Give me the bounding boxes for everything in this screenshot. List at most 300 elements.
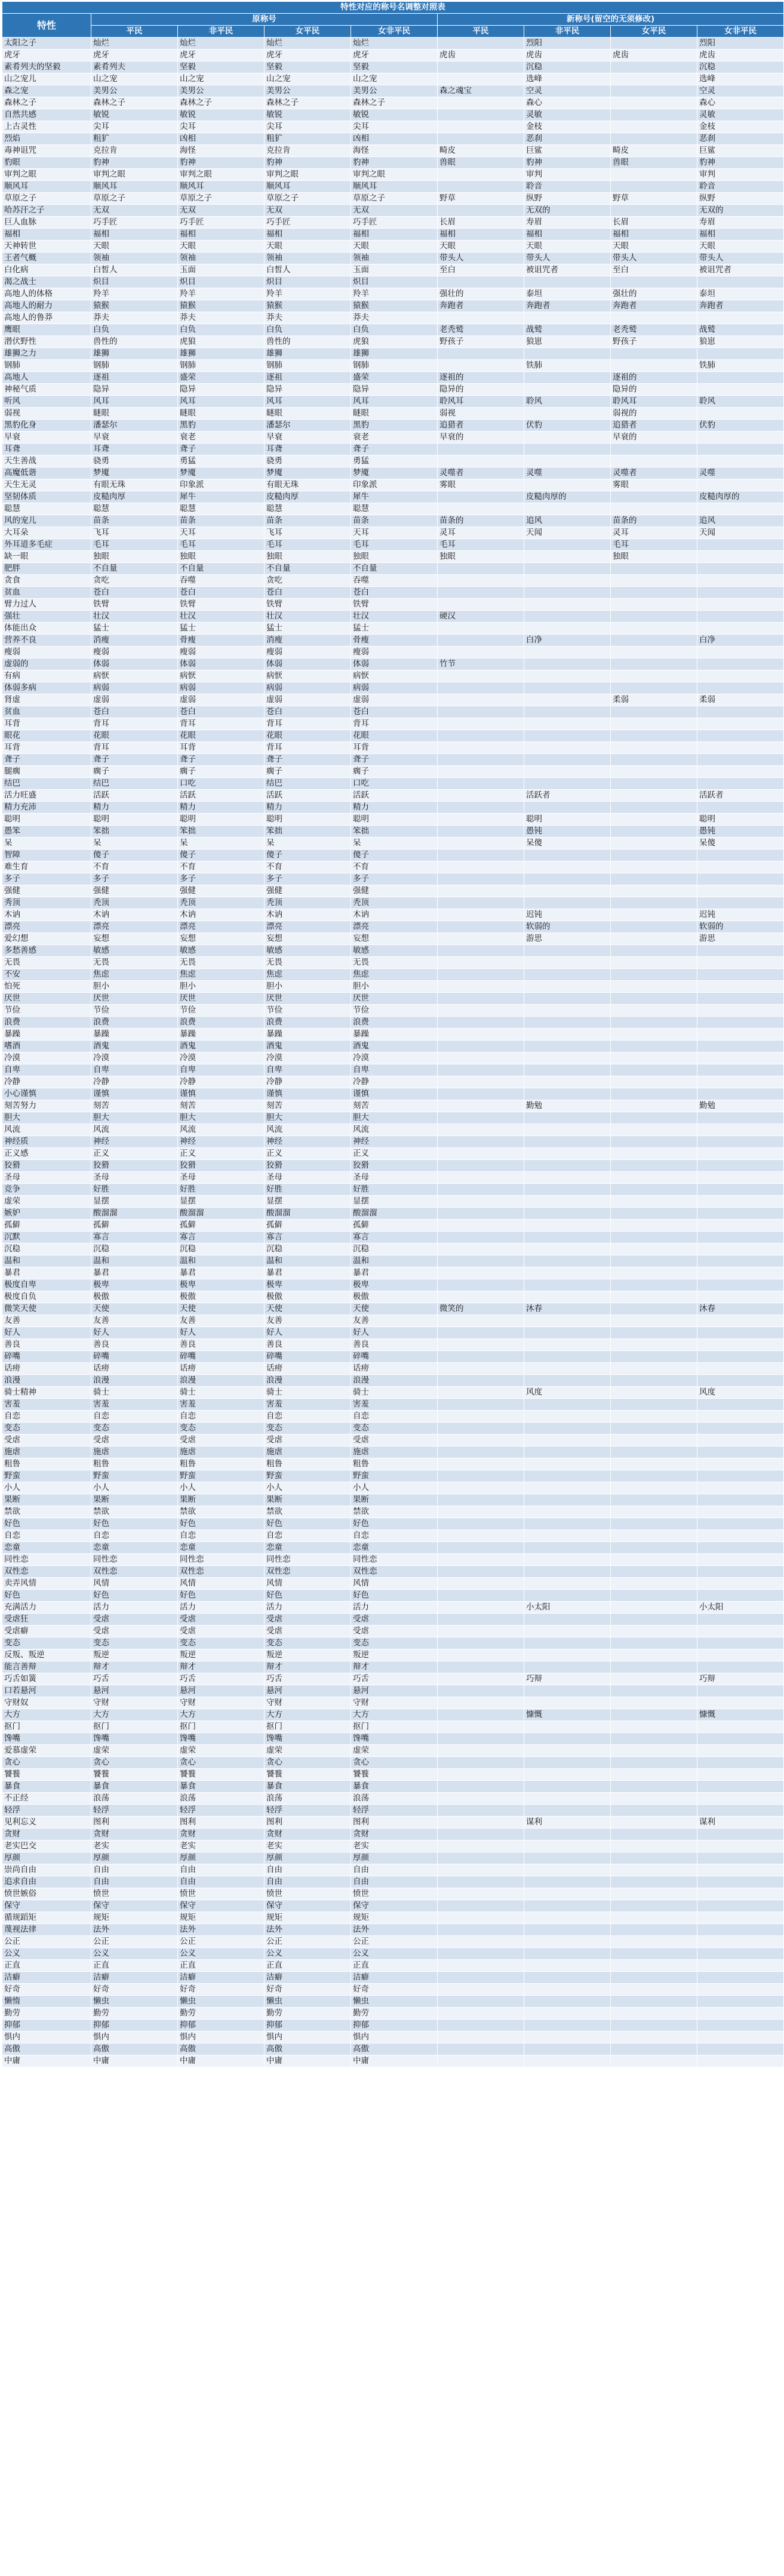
- title-cell: 独眼: [265, 551, 351, 563]
- trait-name-cell: 自恋: [2, 1530, 91, 1542]
- title-cell: 愚钝: [524, 826, 611, 838]
- title-cell: 逐祖的: [438, 372, 524, 384]
- title-cell: 瞇眼: [265, 408, 351, 420]
- title-cell: [524, 850, 611, 861]
- title-cell: [611, 575, 697, 587]
- column-header: 女非平民: [351, 26, 438, 38]
- title-cell: 风耳: [265, 396, 351, 408]
- title-cell: [524, 969, 611, 981]
- trait-name-cell: 愚笨: [2, 826, 91, 838]
- table-row: [2, 1924, 784, 1936]
- title-cell: [611, 1339, 697, 1351]
- title-cell: 虎齿: [438, 50, 524, 61]
- title-cell: 逐祖的: [611, 372, 697, 384]
- title-cell: 漂亮: [265, 921, 351, 933]
- title-cell: 骁勇: [265, 456, 351, 467]
- title-cell: [438, 1100, 524, 1112]
- table-row: [2, 1470, 784, 1482]
- title-cell: [611, 276, 697, 288]
- title-cell: 早衰: [91, 432, 178, 444]
- title-cell: 辩才: [265, 1661, 351, 1673]
- title-cell: [438, 1602, 524, 1614]
- title-cell: 铁肺: [524, 360, 611, 372]
- title-cell: 聪明: [91, 814, 178, 826]
- title-cell: 受虐: [351, 1435, 438, 1447]
- title-cell: 苍白: [178, 706, 265, 718]
- title-cell: 灵耳: [611, 527, 697, 539]
- title-cell: 瘸子: [265, 766, 351, 778]
- title-cell: [524, 1960, 611, 1972]
- title-cell: 风流: [91, 1124, 178, 1136]
- title-cell: [438, 1685, 524, 1697]
- title-cell: [438, 838, 524, 850]
- title-cell: 雾眼: [438, 479, 524, 491]
- title-cell: 顺风耳: [265, 181, 351, 193]
- title-cell: [697, 1518, 784, 1530]
- title-cell: 花眼: [178, 730, 265, 742]
- trait-name-cell: 极度自负: [2, 1291, 91, 1303]
- title-cell: [438, 1996, 524, 2008]
- title-cell: 浪荡: [265, 1793, 351, 1805]
- title-cell: 隐异: [178, 384, 265, 396]
- title-cell: 毛耳: [438, 539, 524, 551]
- trait-name-cell: 潜伏野性: [2, 336, 91, 348]
- title-cell: 自由: [265, 1876, 351, 1888]
- trait-name-cell: 自卑: [2, 1064, 91, 1076]
- title-cell: [697, 479, 784, 491]
- title-cell: [611, 1769, 697, 1781]
- trait-name-cell: 难生育: [2, 861, 91, 873]
- title-cell: [697, 599, 784, 611]
- title-cell: [524, 623, 611, 635]
- title-cell: [611, 1912, 697, 1924]
- title-cell: [524, 1232, 611, 1244]
- title-cell: [611, 647, 697, 658]
- title-cell: 浪荡: [178, 1793, 265, 1805]
- title-cell: 巧舌: [178, 1673, 265, 1685]
- title-cell: 敏感: [351, 945, 438, 957]
- title-cell: 冷漠: [351, 1052, 438, 1064]
- title-cell: [438, 2008, 524, 2020]
- title-cell: [697, 1052, 784, 1064]
- table-row: [2, 97, 784, 109]
- title-cell: 漂亮: [351, 921, 438, 933]
- title-cell: [611, 1924, 697, 1936]
- title-cell: [524, 1351, 611, 1363]
- title-cell: 瘦弱: [91, 647, 178, 658]
- title-cell: 莽夫: [178, 312, 265, 324]
- title-cell: [438, 945, 524, 957]
- title-cell: [524, 587, 611, 599]
- trait-name-cell: 多子: [2, 873, 91, 885]
- title-cell: [438, 1805, 524, 1817]
- table-row: [2, 658, 784, 670]
- title-cell: 变态: [178, 1638, 265, 1649]
- title-cell: 好色: [178, 1518, 265, 1530]
- title-cell: [697, 1148, 784, 1160]
- table-row: [2, 73, 784, 85]
- title-cell: [697, 1649, 784, 1661]
- title-cell: [524, 658, 611, 670]
- title-cell: 畸皮: [438, 145, 524, 157]
- title-cell: 聆风耳: [611, 396, 697, 408]
- title-cell: [611, 1088, 697, 1100]
- title-cell: 受虐: [351, 1626, 438, 1638]
- title-cell: [611, 1793, 697, 1805]
- title-cell: 浪费: [178, 1017, 265, 1029]
- trait-name-cell: 结巴: [2, 778, 91, 790]
- table-row: [2, 1876, 784, 1888]
- title-cell: 碎嘴: [265, 1351, 351, 1363]
- title-cell: [438, 1829, 524, 1841]
- title-cell: [524, 873, 611, 885]
- title-cell: [611, 1291, 697, 1303]
- title-cell: [524, 1435, 611, 1447]
- trait-name-cell: 呆: [2, 838, 91, 850]
- title-cell: [438, 2032, 524, 2043]
- table-row: [2, 1554, 784, 1566]
- title-cell: [697, 1076, 784, 1088]
- title-cell: 轻浮: [91, 1805, 178, 1817]
- title-cell: [524, 1076, 611, 1088]
- title-cell: 聪慧: [351, 503, 438, 515]
- title-cell: 毛耳: [351, 539, 438, 551]
- title-cell: 苍白: [351, 587, 438, 599]
- title-cell: [697, 1554, 784, 1566]
- trait-name-cell: 聪明: [2, 814, 91, 826]
- title-cell: 野蛮: [91, 1470, 178, 1482]
- title-cell: 羚羊: [351, 288, 438, 300]
- title-cell: 白负: [178, 324, 265, 336]
- title-cell: [697, 1864, 784, 1876]
- title-cell: [524, 1578, 611, 1590]
- trait-name-cell: 浪费: [2, 1017, 91, 1029]
- trait-name-cell: 馋嘴: [2, 1733, 91, 1745]
- title-cell: 独眼: [351, 551, 438, 563]
- title-cell: 盛荣: [178, 372, 265, 384]
- title-cell: 虎狼: [178, 336, 265, 348]
- trait-name-cell: 受虐: [2, 1435, 91, 1447]
- title-cell: 不自量: [265, 563, 351, 575]
- title-cell: [524, 1566, 611, 1578]
- title-cell: 森之魂宝: [438, 85, 524, 97]
- title-cell: [438, 802, 524, 814]
- title-cell: 呆傻: [524, 838, 611, 850]
- title-cell: [524, 1769, 611, 1781]
- trait-name-cell: 听风: [2, 396, 91, 408]
- title-cell: 耳聋: [91, 444, 178, 456]
- title-cell: 呆: [178, 838, 265, 850]
- title-cell: 炽目: [91, 276, 178, 288]
- title-cell: 病恹: [265, 670, 351, 682]
- table-row: [2, 396, 784, 408]
- title-cell: 雾眼: [611, 479, 697, 491]
- title-cell: 美男公: [265, 85, 351, 97]
- title-cell: 素肴列夫: [91, 61, 178, 73]
- title-cell: 恋童: [178, 1542, 265, 1554]
- title-cell: 审判: [524, 169, 611, 181]
- new-title-group-header: 新称号(留空的无须修改): [438, 14, 784, 26]
- trait-name-cell: 同性恋: [2, 1554, 91, 1566]
- title-cell: [438, 2055, 524, 2067]
- title-cell: 好色: [91, 1518, 178, 1530]
- table-row: [2, 145, 784, 157]
- title-cell: [438, 1399, 524, 1411]
- title-cell: 虎牙: [178, 50, 265, 61]
- table-row: [2, 1005, 784, 1017]
- title-cell: 印象派: [178, 479, 265, 491]
- trait-name-cell: 鹰眼: [2, 324, 91, 336]
- table-row: [2, 1841, 784, 1852]
- title-cell: [611, 1064, 697, 1076]
- title-cell: [438, 873, 524, 885]
- title-cell: 病弱: [351, 682, 438, 694]
- title-cell: [611, 2008, 697, 2020]
- title-cell: 沉稳: [697, 61, 784, 73]
- title-cell: [438, 1817, 524, 1829]
- title-cell: 至白: [438, 264, 524, 276]
- title-cell: 风度: [524, 1387, 611, 1399]
- title-cell: [438, 670, 524, 682]
- title-cell: 审判: [697, 169, 784, 181]
- title-cell: [524, 1590, 611, 1602]
- trait-name-cell: 神秘气质: [2, 384, 91, 396]
- title-cell: [524, 1745, 611, 1757]
- title-cell: 暴君: [178, 1267, 265, 1279]
- title-cell: 有眼无珠: [265, 479, 351, 491]
- title-cell: [611, 1602, 697, 1614]
- title-cell: [438, 456, 524, 467]
- title-cell: [697, 981, 784, 993]
- title-cell: 炽目: [351, 276, 438, 288]
- title-cell: [611, 360, 697, 372]
- table-row: [2, 1387, 784, 1399]
- title-cell: 强壮的: [438, 288, 524, 300]
- title-cell: [697, 1160, 784, 1172]
- title-cell: 病弱: [265, 682, 351, 694]
- title-cell: 洁癖: [91, 1972, 178, 1984]
- title-cell: [438, 778, 524, 790]
- title-cell: 胆大: [91, 1112, 178, 1124]
- title-cell: 福相: [178, 229, 265, 241]
- title-cell: 孤僻: [351, 1220, 438, 1232]
- title-cell: 受虐: [91, 1435, 178, 1447]
- title-cell: 图利: [351, 1817, 438, 1829]
- title-cell: [524, 432, 611, 444]
- trait-name-cell: 爱慕虚荣: [2, 1745, 91, 1757]
- trait-name-cell: 精力充沛: [2, 802, 91, 814]
- table-row: [2, 1303, 784, 1315]
- title-cell: 虎狼: [351, 336, 438, 348]
- title-cell: 至白: [611, 264, 697, 276]
- title-cell: [697, 1196, 784, 1208]
- title-cell: [524, 1017, 611, 1029]
- title-cell: [611, 1781, 697, 1793]
- title-cell: 奔跑者: [438, 300, 524, 312]
- title-cell: [438, 1112, 524, 1124]
- title-cell: 逐祖: [265, 372, 351, 384]
- title-cell: 早衰的: [611, 432, 697, 444]
- title-cell: 谋利: [524, 1817, 611, 1829]
- title-cell: [697, 2020, 784, 2032]
- title-cell: 福相: [265, 229, 351, 241]
- title-cell: 好人: [265, 1327, 351, 1339]
- title-cell: 天使: [178, 1303, 265, 1315]
- table-row: [2, 766, 784, 778]
- title-cell: 野草: [611, 193, 697, 205]
- trait-name-cell: 变态: [2, 1423, 91, 1435]
- table-row: [2, 1673, 784, 1685]
- title-cell: [697, 348, 784, 360]
- table-row: [2, 1124, 784, 1136]
- title-cell: 审判之眼: [265, 169, 351, 181]
- table-row: [2, 1757, 784, 1769]
- title-cell: [611, 1614, 697, 1626]
- title-cell: 小人: [91, 1482, 178, 1494]
- title-cell: [611, 1482, 697, 1494]
- title-cell: [611, 682, 697, 694]
- title-cell: [524, 1506, 611, 1518]
- title-cell: 友善: [265, 1315, 351, 1327]
- title-cell: 饕餮: [91, 1769, 178, 1781]
- title-cell: 森林之子: [265, 97, 351, 109]
- title-cell: 悬河: [265, 1685, 351, 1697]
- title-cell: [524, 945, 611, 957]
- table-row: [2, 1327, 784, 1339]
- trait-name-cell: 愤世嫉俗: [2, 1888, 91, 1900]
- title-cell: 狡猾: [91, 1160, 178, 1172]
- title-cell: 巧手匠: [351, 217, 438, 229]
- title-cell: 正直: [178, 1960, 265, 1972]
- title-cell: 铁臂: [265, 599, 351, 611]
- title-cell: [438, 1196, 524, 1208]
- table-row: [2, 372, 784, 384]
- title-cell: [438, 1363, 524, 1375]
- title-cell: 天眼: [697, 241, 784, 253]
- table-row: [2, 1829, 784, 1841]
- table-row: [2, 635, 784, 647]
- title-cell: 妄想: [265, 933, 351, 945]
- title-cell: [438, 1638, 524, 1649]
- title-cell: 粗犷: [265, 133, 351, 145]
- title-cell: [524, 718, 611, 730]
- title-cell: 虚荣: [351, 1745, 438, 1757]
- title-cell: 双性恋: [178, 1566, 265, 1578]
- title-cell: [524, 1064, 611, 1076]
- title-cell: 冷漠: [178, 1052, 265, 1064]
- title-cell: 皮糙肉厚的: [524, 491, 611, 503]
- title-cell: 软弱的: [524, 921, 611, 933]
- table-row: [2, 2020, 784, 2032]
- title-cell: 老实: [178, 1841, 265, 1852]
- title-cell: 风耳: [351, 396, 438, 408]
- title-cell: [438, 444, 524, 456]
- trait-name-cell: 沉稳: [2, 1244, 91, 1255]
- title-cell: 病恹: [178, 670, 265, 682]
- title-cell: [611, 1733, 697, 1745]
- title-cell: 浪漫: [265, 1375, 351, 1387]
- title-cell: 奔跑者: [697, 300, 784, 312]
- title-cell: [524, 981, 611, 993]
- title-cell: 虚弱: [351, 694, 438, 706]
- title-cell: 风情: [91, 1578, 178, 1590]
- title-cell: [438, 1160, 524, 1172]
- trait-name-cell: 强壮: [2, 611, 91, 623]
- title-cell: [438, 850, 524, 861]
- title-cell: 天耳: [178, 527, 265, 539]
- title-cell: [524, 1661, 611, 1673]
- title-cell: [697, 1088, 784, 1100]
- table-row: [2, 1088, 784, 1100]
- title-cell: [524, 408, 611, 420]
- title-cell: 厚颜: [265, 1852, 351, 1864]
- title-cell: 梦魇: [351, 467, 438, 479]
- title-cell: [524, 1029, 611, 1041]
- title-cell: 追猎者: [611, 420, 697, 432]
- trait-name-cell: 素肴列夫的坚毅: [2, 61, 91, 73]
- title-cell: [697, 1685, 784, 1697]
- title-cell: [524, 384, 611, 396]
- title-cell: 天耳: [351, 527, 438, 539]
- title-cell: 勇猛: [351, 456, 438, 467]
- trait-name-cell: 审判之眼: [2, 169, 91, 181]
- title-cell: 苍白: [265, 587, 351, 599]
- title-cell: [611, 1112, 697, 1124]
- title-cell: [438, 169, 524, 181]
- title-cell: [611, 1506, 697, 1518]
- title-cell: [438, 921, 524, 933]
- title-cell: [611, 1232, 697, 1244]
- title-cell: [697, 718, 784, 730]
- title-cell: [438, 1423, 524, 1435]
- title-cell: 体弱: [265, 658, 351, 670]
- title-cell: [611, 1041, 697, 1052]
- table-row: [2, 1279, 784, 1291]
- title-cell: [438, 1279, 524, 1291]
- title-cell: 酒鬼: [91, 1041, 178, 1052]
- title-cell: 谨慎: [91, 1088, 178, 1100]
- title-cell: [438, 563, 524, 575]
- title-cell: 自恋: [265, 1530, 351, 1542]
- title-cell: [611, 1876, 697, 1888]
- title-cell: 苍白: [178, 587, 265, 599]
- title-cell: 同性恋: [351, 1554, 438, 1566]
- title-cell: 懒虫: [91, 1996, 178, 2008]
- table-row: [2, 181, 784, 193]
- trait-name-cell: 孤僻: [2, 1220, 91, 1232]
- title-cell: 节俭: [91, 1005, 178, 1017]
- title-cell: 秃顶: [91, 897, 178, 909]
- title-cell: [697, 503, 784, 515]
- trait-name-cell: 肥胖: [2, 563, 91, 575]
- title-cell: [438, 706, 524, 718]
- title-cell: 变态: [351, 1638, 438, 1649]
- title-cell: 野蛮: [178, 1470, 265, 1482]
- table-row: [2, 432, 784, 444]
- table-row: [2, 575, 784, 587]
- title-cell: [438, 730, 524, 742]
- title-cell: [524, 1244, 611, 1255]
- table-row: [2, 2008, 784, 2020]
- title-cell: 施虐: [351, 1447, 438, 1458]
- title-cell: [697, 1960, 784, 1972]
- title-cell: [438, 1494, 524, 1506]
- title-cell: 笨拙: [91, 826, 178, 838]
- title-cell: 恋童: [351, 1542, 438, 1554]
- title-cell: 迟钝: [524, 909, 611, 921]
- title-cell: 勤劳: [91, 2008, 178, 2020]
- title-cell: [697, 1900, 784, 1912]
